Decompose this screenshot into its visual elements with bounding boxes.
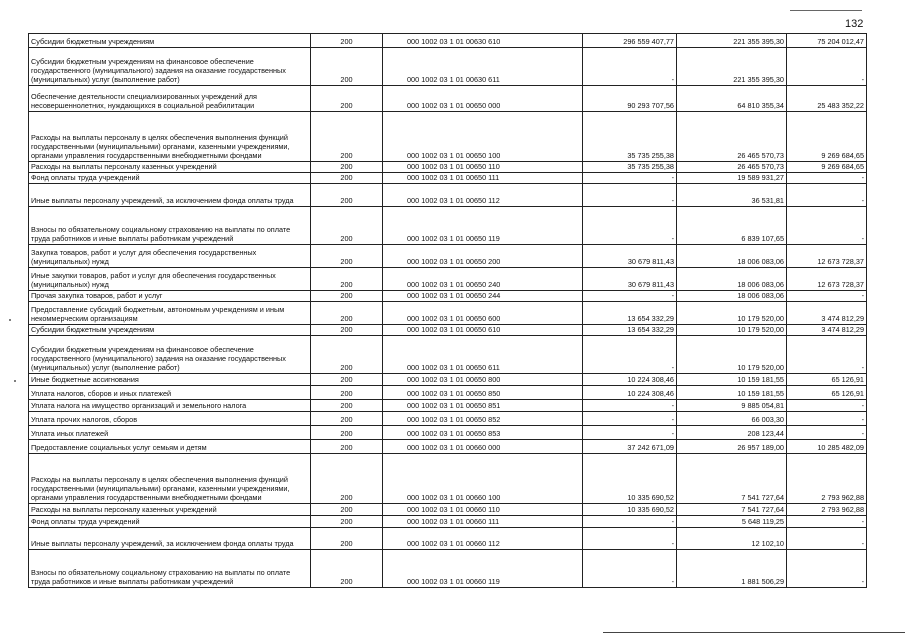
row-unexecuted-amount: 25 483 352,22: [787, 86, 867, 112]
row-approved-amount: 10 224 308,46: [583, 386, 677, 400]
top-rule: [790, 10, 862, 11]
table-row: [29, 268, 867, 291]
row-executed-amount: 19 589 931,27: [677, 173, 787, 184]
row-unexecuted-amount: -: [787, 412, 867, 426]
row-executed-amount: 36 531,81: [677, 184, 787, 207]
row-approved-amount: 30 679 811,43: [583, 245, 677, 268]
table-row: [29, 516, 867, 528]
table-row: [29, 426, 867, 440]
row-executed-amount: 6 839 107,65: [677, 207, 787, 245]
row-name: Фонд оплаты труда учреждений: [29, 173, 311, 184]
row-name: Уплата прочих налогов, сборов: [29, 412, 311, 426]
row-unexecuted-amount: -: [787, 173, 867, 184]
row-executed-amount: 208 123,44: [677, 426, 787, 440]
row-code: 200: [311, 34, 383, 48]
row-approved-amount: -: [583, 528, 677, 550]
row-classification-code: 000 1002 03 1 01 00650 240: [383, 268, 583, 291]
row-executed-amount: 64 810 355,34: [677, 86, 787, 112]
row-code: 200: [311, 400, 383, 412]
row-classification-code: 000 1002 03 1 01 00630 611: [383, 48, 583, 86]
row-code: 200: [311, 374, 383, 386]
row-name: Обеспечение деятельности специализированных учреждений для несовершеннолетних, нуждающихся в социальной реабилитации: [29, 86, 311, 112]
row-code: 200: [311, 291, 383, 302]
row-approved-amount: -: [583, 550, 677, 588]
row-classification-code: 000 1002 03 1 01 00650 800: [383, 374, 583, 386]
row-unexecuted-amount: -: [787, 528, 867, 550]
row-classification-code: 000 1002 03 1 01 00650 100: [383, 112, 583, 162]
row-unexecuted-amount: -: [787, 207, 867, 245]
row-code: 200: [311, 184, 383, 207]
row-name: Прочая закупка товаров, работ и услуг: [29, 291, 311, 302]
row-executed-amount: 221 355 395,30: [677, 34, 787, 48]
table-row: [29, 440, 867, 454]
row-unexecuted-amount: -: [787, 291, 867, 302]
row-approved-amount: 296 559 407,77: [583, 34, 677, 48]
row-code: 200: [311, 325, 383, 336]
row-classification-code: 000 1002 03 1 01 00630 610: [383, 34, 583, 48]
row-unexecuted-amount: 12 673 728,37: [787, 245, 867, 268]
row-unexecuted-amount: 75 204 012,47: [787, 34, 867, 48]
row-approved-amount: -: [583, 400, 677, 412]
table-row: [29, 86, 867, 112]
row-approved-amount: -: [583, 412, 677, 426]
row-code: 200: [311, 336, 383, 374]
row-code: 200: [311, 412, 383, 426]
row-approved-amount: -: [583, 173, 677, 184]
row-executed-amount: 7 541 727,64: [677, 504, 787, 516]
table-row: [29, 302, 867, 325]
row-classification-code: 000 1002 03 1 01 00650 852: [383, 412, 583, 426]
table-row: [29, 162, 867, 173]
row-classification-code: 000 1002 03 1 01 00650 611: [383, 336, 583, 374]
row-classification-code: 000 1002 03 1 01 00660 000: [383, 440, 583, 454]
row-approved-amount: -: [583, 516, 677, 528]
row-executed-amount: 10 179 520,00: [677, 325, 787, 336]
table-row: [29, 48, 867, 86]
row-approved-amount: 13 654 332,29: [583, 302, 677, 325]
row-approved-amount: 37 242 671,09: [583, 440, 677, 454]
row-code: 200: [311, 504, 383, 516]
margin-mark: [9, 319, 11, 321]
table-row: [29, 412, 867, 426]
row-code: 200: [311, 173, 383, 184]
row-name: Субсидии бюджетным учреждениям: [29, 34, 311, 48]
row-executed-amount: 1 881 506,29: [677, 550, 787, 588]
row-name: Уплата налогов, сборов и иных платежей: [29, 386, 311, 400]
row-executed-amount: 10 179 520,00: [677, 336, 787, 374]
row-classification-code: 000 1002 03 1 01 00660 112: [383, 528, 583, 550]
row-classification-code: 000 1002 03 1 01 00660 100: [383, 454, 583, 504]
row-code: 200: [311, 386, 383, 400]
row-executed-amount: 221 355 395,30: [677, 48, 787, 86]
table-row: [29, 207, 867, 245]
table-row: [29, 504, 867, 516]
row-code: 200: [311, 112, 383, 162]
row-unexecuted-amount: -: [787, 336, 867, 374]
row-unexecuted-amount: 2 793 962,88: [787, 504, 867, 516]
row-approved-amount: -: [583, 184, 677, 207]
row-unexecuted-amount: 65 126,91: [787, 374, 867, 386]
row-unexecuted-amount: 9 269 684,65: [787, 162, 867, 173]
row-name: Расходы на выплаты персоналу в целях обеспечения выполнения функций государственными (муниципальными) органами, казенными учреждениями, органами управления государственными внебюджетными фондами: [29, 112, 311, 162]
row-name: Расходы на выплаты персоналу казенных учреждений: [29, 162, 311, 173]
row-name: Субсидии бюджетным учреждениям на финансовое обеспечение государственного (муниципального) задания на оказание государственных (муниципальных) услуг (выполнение работ): [29, 48, 311, 86]
row-code: 200: [311, 48, 383, 86]
row-name: Фонд оплаты труда учреждений: [29, 516, 311, 528]
row-unexecuted-amount: 65 126,91: [787, 386, 867, 400]
row-classification-code: 000 1002 03 1 01 00660 110: [383, 504, 583, 516]
row-code: 200: [311, 454, 383, 504]
table-row: [29, 112, 867, 162]
row-approved-amount: -: [583, 207, 677, 245]
row-unexecuted-amount: 3 474 812,29: [787, 325, 867, 336]
row-unexecuted-amount: 12 673 728,37: [787, 268, 867, 291]
margin-mark: [14, 380, 16, 382]
row-approved-amount: 13 654 332,29: [583, 325, 677, 336]
row-executed-amount: 66 003,30: [677, 412, 787, 426]
row-executed-amount: 18 006 083,06: [677, 245, 787, 268]
row-unexecuted-amount: 9 269 684,65: [787, 112, 867, 162]
row-unexecuted-amount: -: [787, 48, 867, 86]
row-name: Иные выплаты персоналу учреждений, за исключением фонда оплаты труда: [29, 528, 311, 550]
row-executed-amount: 26 465 570,73: [677, 162, 787, 173]
row-approved-amount: 10 335 690,52: [583, 454, 677, 504]
table-row: [29, 550, 867, 588]
row-classification-code: 000 1002 03 1 01 00650 119: [383, 207, 583, 245]
row-classification-code: 000 1002 03 1 01 00650 850: [383, 386, 583, 400]
row-name: Субсидии бюджетным учреждениям на финансовое обеспечение государственного (муниципального) задания на оказание государственных (муниципальных) услуг (выполнение работ): [29, 336, 311, 374]
row-executed-amount: 10 159 181,55: [677, 374, 787, 386]
row-name: Уплата налога на имущество организаций и земельного налога: [29, 400, 311, 412]
table-row: [29, 173, 867, 184]
row-approved-amount: 90 293 707,56: [583, 86, 677, 112]
row-unexecuted-amount: 3 474 812,29: [787, 302, 867, 325]
row-name: Закупка товаров, работ и услуг для обеспечения государственных (муниципальных) нужд: [29, 245, 311, 268]
row-unexecuted-amount: 10 285 482,09: [787, 440, 867, 454]
row-code: 200: [311, 302, 383, 325]
row-name: Субсидии бюджетным учреждениям: [29, 325, 311, 336]
row-classification-code: 000 1002 03 1 01 00650 111: [383, 173, 583, 184]
row-name: Иные бюджетные ассигнования: [29, 374, 311, 386]
row-approved-amount: 10 335 690,52: [583, 504, 677, 516]
row-code: 200: [311, 426, 383, 440]
table-row: [29, 528, 867, 550]
row-executed-amount: 12 102,10: [677, 528, 787, 550]
table-row: [29, 325, 867, 336]
row-classification-code: 000 1002 03 1 01 00650 853: [383, 426, 583, 440]
row-approved-amount: -: [583, 336, 677, 374]
row-unexecuted-amount: -: [787, 550, 867, 588]
row-approved-amount: -: [583, 48, 677, 86]
row-executed-amount: 10 179 520,00: [677, 302, 787, 325]
row-code: 200: [311, 528, 383, 550]
row-code: 200: [311, 162, 383, 173]
table-row: [29, 400, 867, 412]
row-name: Взносы по обязательному социальному страхованию на выплаты по оплате труда работников и иные выплаты работникам учреждений: [29, 550, 311, 588]
table-row: [29, 291, 867, 302]
row-classification-code: 000 1002 03 1 01 00650 000: [383, 86, 583, 112]
row-classification-code: 000 1002 03 1 01 00650 600: [383, 302, 583, 325]
row-executed-amount: 5 648 119,25: [677, 516, 787, 528]
row-name: Расходы на выплаты персоналу казенных учреждений: [29, 504, 311, 516]
row-approved-amount: 30 679 811,43: [583, 268, 677, 291]
row-unexecuted-amount: -: [787, 516, 867, 528]
row-approved-amount: -: [583, 291, 677, 302]
table-row: [29, 374, 867, 386]
row-approved-amount: 10 224 308,46: [583, 374, 677, 386]
row-name: Взносы по обязательному социальному страхованию на выплаты по оплате труда работников и иные выплаты работникам учреждений: [29, 207, 311, 245]
row-name: Предоставление субсидий бюджетным, автономным учреждениям и иным некоммерческим организациям: [29, 302, 311, 325]
row-code: 200: [311, 550, 383, 588]
row-classification-code: 000 1002 03 1 01 00650 610: [383, 325, 583, 336]
row-name: Уплата иных платежей: [29, 426, 311, 440]
row-unexecuted-amount: 2 793 962,88: [787, 454, 867, 504]
table-row: [29, 454, 867, 504]
table-row: [29, 336, 867, 374]
table-row: [29, 184, 867, 207]
row-approved-amount: 35 735 255,38: [583, 112, 677, 162]
table-row: [29, 245, 867, 268]
row-code: 200: [311, 440, 383, 454]
row-unexecuted-amount: -: [787, 426, 867, 440]
row-executed-amount: 26 465 570,73: [677, 112, 787, 162]
row-executed-amount: 18 006 083,06: [677, 291, 787, 302]
row-code: 200: [311, 268, 383, 291]
row-name: Расходы на выплаты персоналу в целях обеспечения выполнения функций государственными (муниципальными) органами, казенными учреждениями, органами управления государственными внебюджетными фондами: [29, 454, 311, 504]
row-code: 200: [311, 86, 383, 112]
row-executed-amount: 9 885 054,81: [677, 400, 787, 412]
row-classification-code: 000 1002 03 1 01 00660 111: [383, 516, 583, 528]
row-unexecuted-amount: -: [787, 184, 867, 207]
row-code: 200: [311, 516, 383, 528]
page-number: 132: [845, 18, 864, 30]
row-classification-code: 000 1002 03 1 01 00650 112: [383, 184, 583, 207]
row-executed-amount: 18 006 083,06: [677, 268, 787, 291]
row-code: 200: [311, 207, 383, 245]
row-classification-code: 000 1002 03 1 01 00650 244: [383, 291, 583, 302]
row-name: Иные закупки товаров, работ и услуг для обеспечения государственных (муниципальных) нужд: [29, 268, 311, 291]
row-name: Предоставление социальных услуг семьям и детям: [29, 440, 311, 454]
table-row: [29, 386, 867, 400]
table-row: [29, 34, 867, 48]
bottom-rule: [603, 632, 905, 633]
row-classification-code: 000 1002 03 1 01 00650 200: [383, 245, 583, 268]
row-code: 200: [311, 245, 383, 268]
row-executed-amount: 26 957 189,00: [677, 440, 787, 454]
row-name: Иные выплаты персоналу учреждений, за исключением фонда оплаты труда: [29, 184, 311, 207]
row-classification-code: 000 1002 03 1 01 00660 119: [383, 550, 583, 588]
row-classification-code: 000 1002 03 1 01 00650 851: [383, 400, 583, 412]
row-approved-amount: -: [583, 426, 677, 440]
row-unexecuted-amount: -: [787, 400, 867, 412]
budget-execution-table: [28, 33, 867, 588]
row-executed-amount: 10 159 181,55: [677, 386, 787, 400]
row-approved-amount: 35 735 255,38: [583, 162, 677, 173]
row-classification-code: 000 1002 03 1 01 00650 110: [383, 162, 583, 173]
row-executed-amount: 7 541 727,64: [677, 454, 787, 504]
